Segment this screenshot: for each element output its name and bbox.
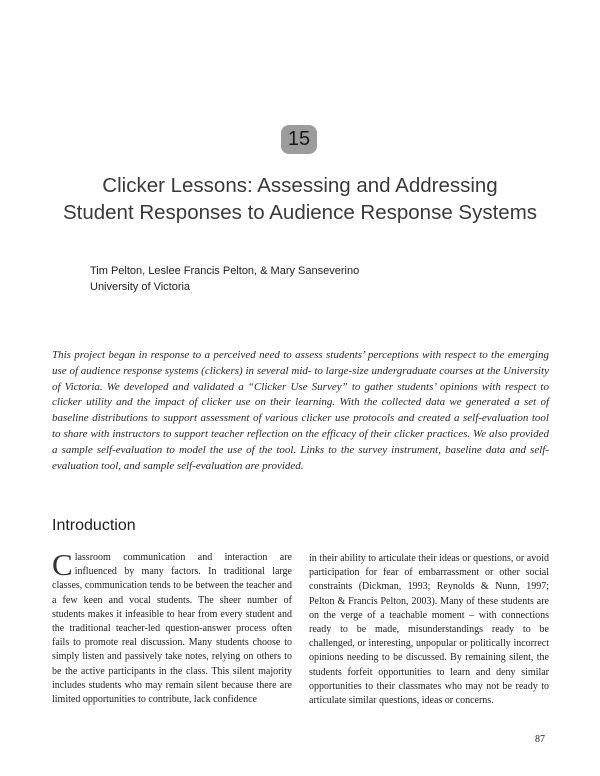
page-number: 87 — [535, 734, 545, 745]
drop-cap: C — [52, 547, 73, 582]
chapter-number: 15 — [287, 128, 311, 150]
body-text-right: in their ability to articulate their ideas or questions, or avoid participation for fear of embarrassment or other social constraints (Dickman, 1993; Reynolds & Nunn, 1997; Pelton & Francis Pelton, 2003). Many of these students are on the verge of a teachable moment – with connections ready to be made, misunderstandings ready to be challenged, or interesting, unpopular or politically incorrect opinions needing to be discussed. By remaining silent, the students forfeit opportunities to learn and deny similar opportunities to their classmates who may not be ready to articulate similar questions, ideas or concerns. — [309, 553, 549, 707]
chapter-title — [40, 172, 560, 226]
body-column-right — [309, 552, 549, 708]
chapter-title-line-2: Student Responses to Audience Response Systems — [62, 201, 538, 224]
chapter-number-badge — [281, 125, 317, 154]
body-text-left: lassroom communication and interaction are influenced by many factors. In traditional large classes, communication tends to be between the teacher and a few keen and vocal students. The sheer number of students makes it infeasible to hear from every student and the traditional teacher-led question-answer process often fails to promote real discussion. Many students choose to simply listen and passively take notes, relying on others to be the active participants in the class. This silent majority includes students who may remain silent because there are limited opportunities to contribute, lack confidence — [52, 552, 292, 706]
author-affiliation: University of Victoria — [90, 281, 191, 293]
chapter-title-line-1: Clicker Lessons: Assessing and Addressing — [102, 174, 498, 197]
author-names: Tim Pelton, Leslee Francis Pelton, & Mary Sanseverino — [90, 265, 360, 277]
body-column-left — [52, 547, 292, 707]
abstract: This project began in response to a perceived need to assess students’ perceptions with respect to the emerging use of audience response systems (clickers) in several mid- to large-size undergraduate courses at the University of Victoria. We developed and validated a “Clicker Use Survey” to gather students’ opinions with respect to clicker utility and the impact of clicker use on their learning. With the collected data we generated a set of baseline distributions to support assessment of various clicker use protocols and created a self-evaluation tool to share with instructors to support teacher reflection on the efficacy of their clicker practices. We also provided a sample self-evaluation to model the use of the tool. Links to the survey instrument, baseline data and self-evaluation tool, and sample self-evaluation are provided. — [52, 349, 549, 472]
section-heading-introduction: Introduction — [52, 517, 136, 534]
author-block — [90, 263, 359, 295]
